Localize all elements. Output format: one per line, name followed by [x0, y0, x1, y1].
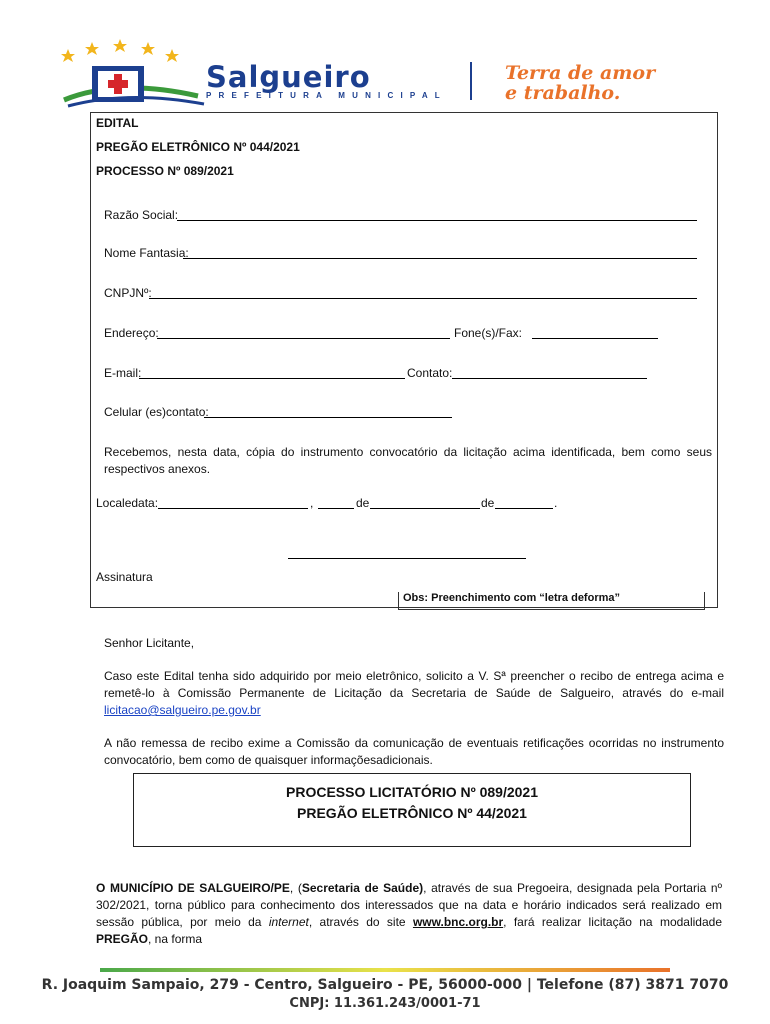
- non-remittance-paragraph: A não remessa de recibo exime a Comissão da comunicação de eventuais retificações ocorridas no instrumento convocatório, bem como de quaisquer informaçõesadicionais.: [104, 736, 724, 767]
- fone-line[interactable]: [532, 338, 658, 339]
- footer-address: R. Joaquim Sampaio, 279 - Centro, Salgueiro - PE, 56000-000 | Telefone (87) 3871 7070: [41, 977, 729, 993]
- endereco-line[interactable]: [157, 338, 450, 339]
- obs-note: Obs: Preenchimento com “letra deforma”: [403, 592, 620, 604]
- intro-text-1: , (: [289, 881, 302, 895]
- assinatura-label: Assinatura: [96, 570, 153, 584]
- pregao-word: PREGÃO: [96, 932, 149, 946]
- instruction-paragraph: [104, 668, 724, 719]
- local-line[interactable]: [158, 508, 308, 509]
- form-pregao: PREGÃO ELETRÔNICO Nº 044/2021: [96, 140, 300, 154]
- form-processo: PROCESSO Nº 089/2021: [96, 164, 234, 178]
- greeting: Senhor Licitante,: [104, 636, 195, 650]
- celular-label: Celular (es)contato:: [104, 405, 209, 419]
- site-link[interactable]: www.bnc.org.br: [412, 915, 504, 929]
- de-text-2: de: [481, 496, 495, 510]
- de-text-1: de: [356, 496, 370, 510]
- slogan-line-2: e trabalho.: [505, 82, 621, 104]
- intro-text-3: , através do site: [308, 915, 413, 929]
- header-divider: [470, 62, 472, 100]
- endereco-label: Endereço:: [104, 326, 159, 340]
- cnpj-line[interactable]: [149, 298, 697, 299]
- footer-cnpj: CNPJ: 11.361.243/0001-71: [289, 996, 481, 1011]
- slogan-line-1: Terra de amor: [505, 62, 656, 84]
- intro-paragraph: [96, 880, 722, 948]
- municipality-logo: [58, 38, 208, 110]
- email-label: E-mail:: [104, 366, 142, 380]
- footer-color-bar: [100, 968, 670, 972]
- period-text: .: [554, 496, 558, 510]
- intro-text-2: , através de sua Pregoeira, designada pela Portaria nº 302/2021, torna público para conhecimento dos interessados que na data e horário indicados será realizado em sessão pública, por meio da: [96, 881, 722, 929]
- year-line[interactable]: [495, 508, 553, 509]
- cnpj-label: CNPJNº:: [104, 286, 152, 300]
- municipality-name: O MUNICÍPIO DE SALGUEIRO/PE: [96, 881, 290, 895]
- brand-name: Salgueiro: [206, 60, 371, 94]
- razao-social-line[interactable]: [177, 220, 697, 221]
- pregao-title: PREGÃO ELETRÔNICO Nº 44/2021: [297, 805, 527, 821]
- email-line[interactable]: [139, 378, 405, 379]
- local-data-label: Localedata:: [96, 496, 159, 510]
- receipt-form-box: [90, 112, 718, 608]
- intro-text-4: , fará realizar licitação na modalidade: [503, 915, 722, 929]
- contato-line[interactable]: [452, 378, 647, 379]
- razao-social-label: Razão Social:: [104, 208, 179, 222]
- signature-line[interactable]: [288, 558, 526, 559]
- form-title: EDITAL: [96, 116, 139, 130]
- internet-word: internet: [268, 915, 309, 929]
- day-line[interactable]: [318, 508, 354, 509]
- secretaria-name: Secretaria de Saúde): [301, 881, 424, 895]
- process-title: PROCESSO LICITATÓRIO Nº 089/2021: [286, 784, 538, 800]
- nome-fantasia-line[interactable]: [183, 258, 697, 259]
- receipt-statement: Recebemos, nesta data, cópia do instrumento convocatório da licitação acima identificada, bem como seus respectivos anexos.: [104, 445, 712, 476]
- contato-label: Contato:: [407, 366, 453, 380]
- email-link[interactable]: licitacao@salgueiro.pe.gov.br: [104, 703, 261, 717]
- comma-text: ,: [310, 496, 314, 510]
- nome-fantasia-label: Nome Fantasia:: [104, 246, 189, 260]
- month-line[interactable]: [370, 508, 480, 509]
- celular-line[interactable]: [204, 417, 452, 418]
- brand-subtitle: PREFEITURA MUNICIPAL: [206, 91, 447, 100]
- instruction-text: Caso este Edital tenha sido adquirido por meio eletrônico, solicito a V. Sª preencher o recibo de entrega acima e remetê-lo à Comissão Permanente de Licitação da Secretaria de Saúde de Salgueiro, através do e-mail: [104, 669, 724, 700]
- intro-text-5: , na forma: [148, 932, 203, 946]
- fone-label: Fone(s)/Fax:: [454, 326, 523, 340]
